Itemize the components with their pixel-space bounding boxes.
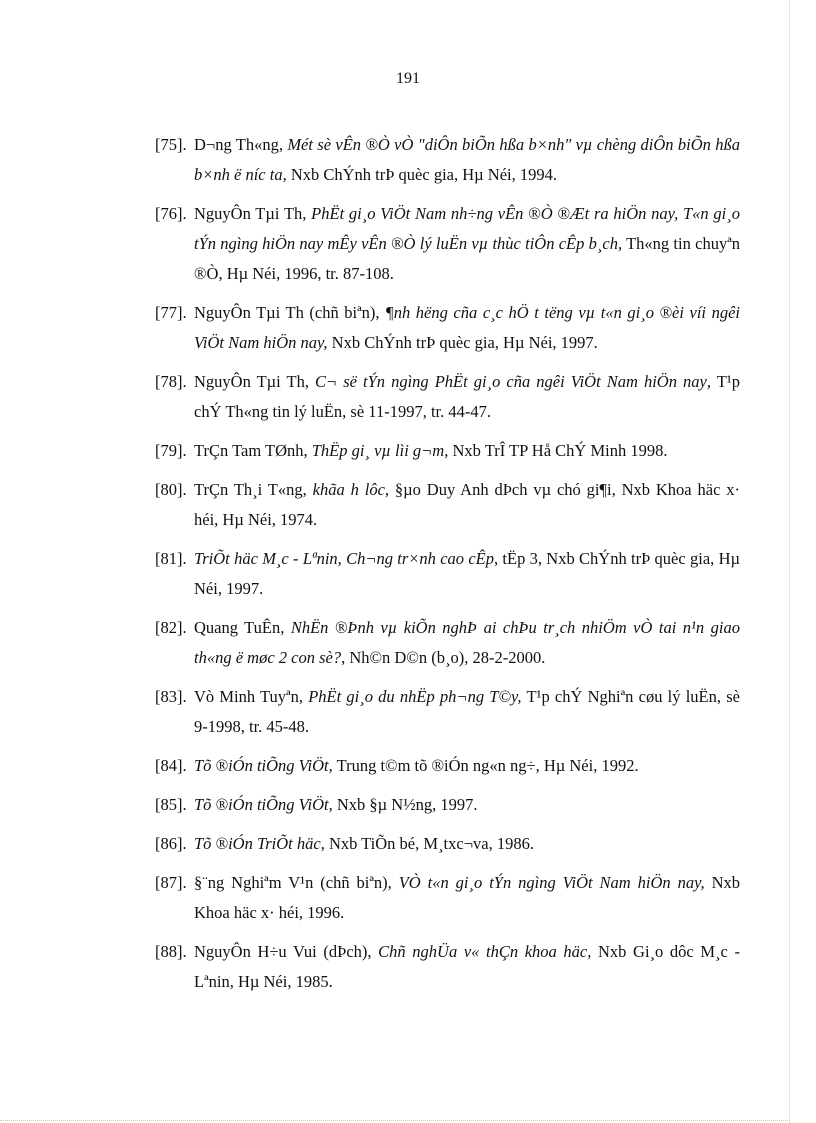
reference-text [194, 873, 740, 922]
reference-detail: Quang TuÊn, [194, 618, 291, 637]
reference-text [194, 549, 740, 598]
reference-number: [85]. [155, 795, 187, 814]
reference-detail: TrÇn Tam TØnh, [194, 441, 312, 460]
reference-detail: , Nxb §µ N½ng, 1997. [328, 795, 478, 814]
reference-detail: Vò Minh Tuyªn, [194, 687, 309, 706]
reference-detail: , T¹p chÝ Th«ng tin lý luËn, sè 11-1997, tr. 44-47. [194, 372, 741, 421]
reference-detail: §µo Duy Anh dÞch vµ chó gi¶i, Nxb Khoa häc x· héi, Hµ Néi, 1974. [194, 480, 741, 529]
reference-item [155, 829, 740, 859]
reference-number: [86]. [155, 834, 187, 853]
reference-item [155, 790, 740, 820]
reference-text [194, 441, 667, 460]
reference-number: [87]. [155, 873, 187, 892]
reference-title: Chñ nghÜa v« thÇn khoa häc, [378, 942, 592, 961]
reference-detail: §¨ng Nghiªm V¹n (chñ biªn), [194, 873, 399, 892]
reference-title: khãa h lôc, [312, 480, 390, 499]
reference-item [155, 475, 740, 535]
reference-title: VÒ t«n gi¸o tÝn ngìng ViÖt Nam hiÖn nay, [398, 873, 705, 892]
reference-detail: NguyÔn H÷u Vui (dÞch), [194, 942, 379, 961]
reference-number: [84]. [155, 756, 187, 775]
reference-text [194, 687, 740, 736]
reference-title: PhËt gi¸o ViÖt Nam nh÷ng vÊn ®Ò ®Æt ra hiÖn nay, T«n gi¸o tÝn ngìng hiÖn nay mÊy vÊn ®Ò lý luËn vµ thùc tiÔn cÊp b¸ch, [194, 204, 740, 253]
page-edge-right [789, 0, 790, 1123]
reference-number: [78]. [155, 372, 187, 391]
reference-title: Tõ ®iÓn tiÕng ViÖt, [194, 756, 333, 775]
reference-detail: , Nh©n D©n (b¸o), 28-2-2000. [341, 648, 546, 667]
reference-detail: Nxb Khoa häc x· héi, 1996. [194, 873, 740, 922]
reference-title: Mét sè vÊn ®Ò vÒ "diÔn biÕn hßa b×nh" vµ chèng diÔn biÕn hßa b×nh ë níc ta, [194, 135, 740, 184]
reference-title: TriÕt häc M¸c - Lªnin, Ch¬ng tr×nh cao cÊp [194, 549, 494, 568]
reference-detail: NguyÔn Tµi Th, [194, 204, 312, 223]
reference-number: [88]. [155, 942, 187, 961]
reference-title: NhËn ®Þnh vµ kiÕn nghÞ ai chÞu tr¸ch nhiÖm vÒ tai n¹n giao th«ng ë møc 2 con sè? [194, 618, 740, 667]
reference-number: [75]. [155, 135, 187, 154]
reference-title: PhËt gi¸o du nhËp ph¬ng T©y, [308, 687, 522, 706]
reference-detail: Nxb ChÝnh trÞ quèc gia, Hµ Néi, 1997. [327, 333, 598, 352]
reference-item [155, 613, 740, 673]
reference-detail: Th«ng tin chuyªn ®Ò, Hµ Néi, 1996, tr. 87-108. [194, 234, 740, 283]
reference-text [194, 834, 534, 853]
reference-number: [82]. [155, 618, 187, 637]
reference-text [194, 756, 639, 775]
reference-detail: D¬ng Th«ng, [194, 135, 288, 154]
reference-number: [77]. [155, 303, 187, 322]
reference-number: [81]. [155, 549, 187, 568]
reference-detail: , tËp 3, Nxb ChÝnh trÞ quèc gia, Hµ Néi, 1997. [194, 549, 740, 598]
reference-text [194, 795, 477, 814]
reference-item [155, 436, 740, 466]
reference-detail: T¹p chÝ Nghiªn cøu lý luËn, sè 9-1998, tr. 45-48. [194, 687, 740, 736]
reference-text [194, 480, 740, 529]
reference-detail: TrÇn Th¸i T«ng, [194, 480, 313, 499]
reference-title: ¶nh hëng cña c¸c hÖ t tëng vµ t«n gi¸o ®èi víi ngêi ViÖt Nam hiÖn nay, [194, 303, 740, 352]
reference-item [155, 367, 740, 427]
reference-item [155, 199, 740, 289]
reference-number: [76]. [155, 204, 187, 223]
reference-number: [79]. [155, 441, 187, 460]
reference-text [194, 303, 740, 352]
reference-item [155, 682, 740, 742]
reference-detail: Nxb ChÝnh trÞ quèc gia, Hµ Néi, 1994. [286, 165, 557, 184]
page-number: 191 [396, 70, 420, 87]
reference-detail: Nxb Gi¸o dôc M¸c - Lªnin, Hµ Néi, 1985. [194, 942, 740, 991]
reference-number: [80]. [155, 480, 187, 499]
page-edge-bottom [0, 1120, 790, 1121]
reference-item [155, 544, 740, 604]
reference-item [155, 298, 740, 358]
reference-item [155, 130, 740, 190]
reference-title: ThËp gi¸ vµ lìi g¬m, [311, 441, 449, 460]
reference-item [155, 868, 740, 928]
reference-text [194, 618, 740, 667]
reference-text [194, 372, 740, 421]
reference-text [194, 942, 740, 991]
reference-item [155, 937, 740, 997]
reference-number: [83]. [155, 687, 187, 706]
reference-item [155, 751, 740, 781]
reference-title: C¬ së tÝn ngìng PhËt gi¸o cña ngêi ViÖt Nam hiÖn nay [315, 372, 707, 391]
reference-detail: , Nxb TiÕn bé, M¸txc¬va, 1986. [320, 834, 534, 853]
reference-detail: Nxb TrÎ TP Hå ChÝ Minh 1998. [448, 441, 668, 460]
reference-detail: Trung t©m tõ ®iÓn ng«n ng÷, Hµ Néi, 1992. [332, 756, 639, 775]
reference-title: Tõ ®iÓn tiÕng ViÖt [194, 795, 329, 814]
reference-detail: NguyÔn Tµi Th, [194, 372, 316, 391]
reference-detail: NguyÔn Tµi Th (chñ biªn), [194, 303, 386, 322]
reference-title: Tõ ®iÓn TriÕt häc [194, 834, 321, 853]
reference-text [194, 204, 740, 283]
reference-text [194, 135, 740, 184]
reference-list [155, 130, 740, 1006]
